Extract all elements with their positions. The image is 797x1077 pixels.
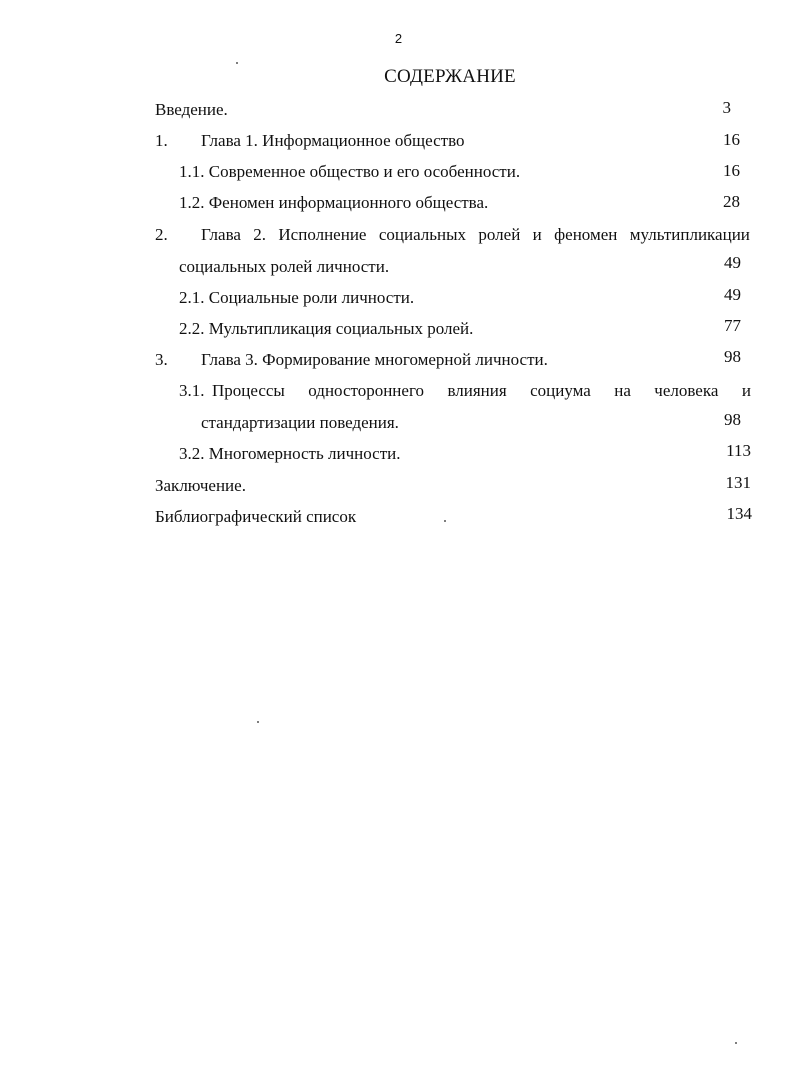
toc-word: Глава [201, 225, 241, 244]
toc-page-number: 98 [724, 410, 741, 429]
toc-word: социальных [378, 225, 467, 244]
toc-title: СОДЕРЖАНИЕ [384, 66, 516, 87]
toc-word: на [614, 381, 631, 400]
toc-word: мультипликации [629, 225, 750, 244]
scan-speck [444, 520, 446, 522]
toc-entry-text: 1.1. Современное общество и его особенности. [179, 162, 521, 181]
toc-page-number: 16 [723, 161, 740, 180]
toc-page-number: 49 [724, 285, 741, 304]
toc-word: ролей [478, 225, 521, 244]
toc-entry-chapter-2 [201, 225, 750, 245]
scan-speck [236, 62, 238, 64]
toc-word: Процессы [212, 381, 285, 400]
toc-entry-chapter-3 [155, 350, 548, 370]
toc-entry-text: 1.2. Феномен информационного общества. [179, 193, 489, 212]
toc-section-number: 3.1. [179, 381, 205, 400]
toc-word: и [532, 225, 542, 244]
toc-word: влияния [447, 381, 507, 400]
toc-page-number: 3 [722, 98, 731, 117]
toc-entry-section-2-1 [179, 288, 414, 308]
toc-entry-text: Введение. [155, 100, 228, 119]
toc-page-number: 98 [724, 347, 741, 366]
toc-chapter-number: 1. [155, 131, 168, 150]
toc-entry-section-1-1 [179, 162, 520, 182]
toc-page-number: 16 [723, 130, 740, 149]
toc-word: феномен [554, 225, 618, 244]
page-number: 2 [394, 31, 403, 46]
toc-entry-text: Глава 3. Формирование многомерной личности. [201, 350, 548, 369]
toc-chapter-number: 2. [155, 225, 168, 244]
toc-entry-text-continuation: социальных ролей личности. [179, 257, 390, 276]
toc-chapter-number: 3. [155, 350, 168, 369]
toc-word: 2. [253, 225, 267, 244]
toc-entry-text: Библиографический список [155, 507, 357, 526]
toc-entry-section-1-2 [179, 193, 488, 213]
toc-word: социума [530, 381, 591, 400]
toc-entry-text: Заключение. [155, 476, 246, 495]
toc-word: и [741, 381, 751, 400]
toc-entry-section-3-1 [212, 381, 751, 401]
toc-entry-section-2-2 [179, 319, 473, 339]
toc-page-number: 113 [726, 441, 751, 460]
toc-entry-text-continuation: стандартизации поведения. [201, 413, 399, 432]
toc-word: человека [654, 381, 719, 400]
toc-page-number: 28 [723, 192, 740, 211]
scan-speck [257, 721, 259, 723]
toc-entry-conclusion [155, 476, 246, 496]
toc-page-number: 131 [725, 473, 751, 492]
toc-page-number: 49 [724, 253, 741, 272]
toc-entry-text: Глава 1. Информационное общество [201, 131, 465, 150]
toc-word: Исполнение [278, 225, 367, 244]
toc-entry-intro [155, 100, 228, 120]
toc-entry-section-3-2 [179, 444, 400, 464]
toc-entry-text: 3.2. Многомерность личности. [179, 444, 401, 463]
toc-page-number: 77 [724, 316, 741, 335]
toc-entry-text: 2.2. Мультипликация социальных ролей. [179, 319, 474, 338]
toc-entry-chapter-1 [155, 131, 464, 151]
toc-entry-text: 2.1. Социальные роли личности. [179, 288, 415, 307]
scan-speck [735, 1042, 737, 1044]
toc-entry-bibliography [155, 507, 356, 527]
toc-page-number: 134 [726, 504, 752, 523]
toc-word: одностороннего [308, 381, 425, 400]
